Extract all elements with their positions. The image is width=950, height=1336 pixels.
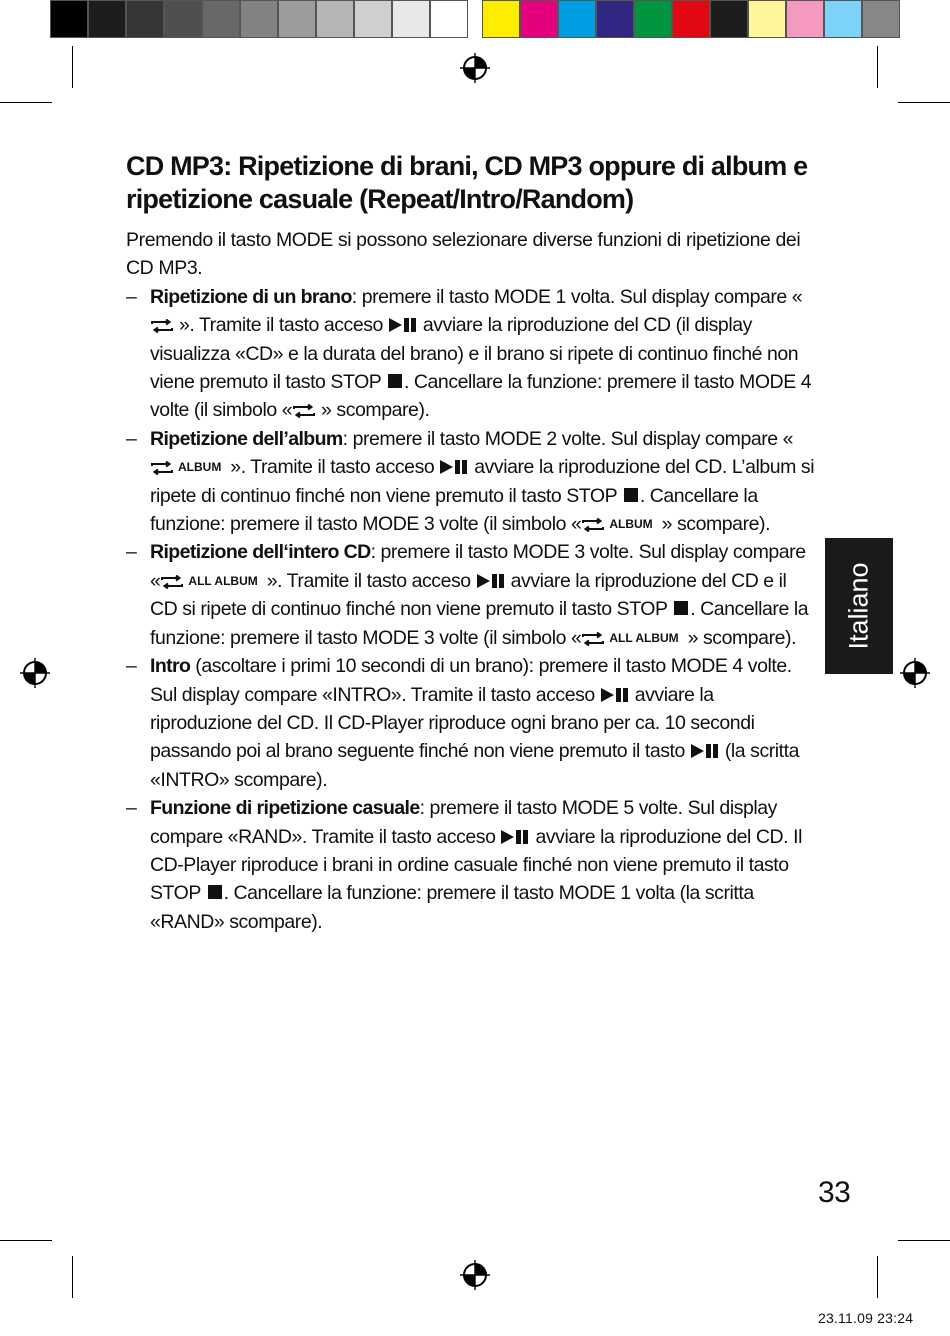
intro-paragraph: Premendo il tasto MODE si possono selezionare diverse funzioni di ripetizione dei CD MP3. — [126, 229, 801, 280]
registration-mark-icon — [460, 1260, 490, 1290]
item-title: Funzione di ripetizione casuale — [150, 797, 420, 820]
color-swatch — [596, 0, 634, 38]
function-list — [126, 283, 816, 936]
stop-icon — [674, 601, 688, 615]
stop-icon — [208, 885, 222, 899]
stop-icon — [624, 488, 638, 502]
color-swatch — [824, 0, 862, 38]
dash-bullet: – — [126, 285, 137, 308]
item-title: Ripetizione dell’album — [150, 427, 343, 450]
gray-swatch — [316, 0, 354, 38]
list-item: – Ripetizione dell‘intero CD: premere il tasto MODE 3 volte. Sul display compare « ALL ALBUM ». Tramite il tasto acceso avviare la riproduzione del CD e il CD si ripete di continuo finché non viene premuto il tasto STOP . Cancellare la funzione: premere il tasto MODE 3 volte (il simbolo « ALL ALBUM » scompare). — [126, 538, 816, 652]
item-title: Intro — [150, 655, 191, 678]
registration-mark-icon — [460, 53, 490, 83]
repeat-icon — [581, 518, 605, 532]
item-title: Ripetizione di un brano — [150, 285, 352, 308]
color-swatch — [748, 0, 786, 38]
color-swatch — [710, 0, 748, 38]
color-swatch — [482, 0, 520, 38]
item-title: Ripetizione dell‘intero CD — [150, 541, 371, 564]
color-swatch — [558, 0, 596, 38]
repeat-icon — [150, 461, 174, 475]
dash-bullet: – — [126, 797, 137, 820]
color-swatch — [520, 0, 558, 38]
dash-bullet: – — [126, 541, 137, 564]
repeat-icon — [150, 319, 174, 333]
registration-mark-icon — [900, 658, 930, 688]
dash-bullet: – — [126, 427, 137, 450]
list-item: – Ripetizione di un brano: premere il tasto MODE 1 volta. Sul display compare « ». Tramite il tasto acceso avviare la riproduzione del CD (il display visualizza «CD» e la durata del brano) e il brano si ripete di continuo finché non viene premuto il tasto STOP . Cancellare la funzione: premere il tasto MODE 4 volte (il simbolo « » scompare). — [126, 283, 816, 425]
list-item: – Intro (ascoltare i primi 10 secondi di un brano): premere il tasto MODE 4 volte. Sul display compare «INTRO». Tramite il tasto acceso avviare la riproduzione del CD. Il CD-Player riproduce ogni brano per ca. 10 secondi passando poi al brano seguente finché non viene premuto il tasto (la scritta «INTRO» scompare). — [126, 652, 816, 794]
stop-icon — [388, 374, 402, 388]
gray-swatch — [164, 0, 202, 38]
repeat-icon — [160, 575, 184, 589]
color-calibration-bar — [50, 0, 900, 40]
gray-swatch — [392, 0, 430, 38]
gray-swatch — [278, 0, 316, 38]
color-swatch — [634, 0, 672, 38]
play-pause-icon — [690, 743, 720, 759]
album-label: ALBUM — [178, 460, 222, 475]
registration-mark-icon — [20, 658, 50, 688]
play-pause-icon — [388, 317, 418, 333]
gray-swatch — [354, 0, 392, 38]
manual-content — [126, 150, 816, 936]
gray-swatch — [240, 0, 278, 38]
list-item: – Funzione di ripetizione casuale: premere il tasto MODE 5 volte. Sul display compare «RAND». Tramite il tasto acceso avviare la riproduzione del CD. Il CD-Player riproduce i brani in ordine casuale finché non viene premuto il tasto STOP . Cancellare la funzione: premere il tasto MODE 1 volta (la scritta «RAND» scompare). — [126, 794, 816, 936]
gray-swatch — [430, 0, 468, 38]
gray-swatch — [88, 0, 126, 38]
play-pause-icon — [476, 573, 506, 589]
album-label: ALBUM — [609, 517, 653, 532]
section-title: CD MP3: Ripetizione di brani, CD MP3 oppure di album e ripetizione casuale (Repeat/Intro/Random) — [126, 151, 808, 214]
color-swatch — [862, 0, 900, 38]
gray-swatch — [126, 0, 164, 38]
language-tab-label: Italiano — [843, 562, 874, 650]
list-item: – Ripetizione dell’album: premere il tasto MODE 2 volte. Sul display compare «ALBUM ». Tramite il tasto acceso avviare la riproduzione del CD. L’album si ripete di continuo finché non viene premuto il tasto STOP . Cancellare la funzione: premere il tasto MODE 3 volte (il simbolo « ALBUM » scompare). — [126, 425, 816, 539]
repeat-icon — [581, 632, 605, 646]
gray-swatch — [50, 0, 88, 38]
gray-swatch — [202, 0, 240, 38]
color-swatch — [672, 0, 710, 38]
all-album-label: ALL ALBUM — [188, 573, 258, 588]
play-pause-icon — [500, 829, 530, 845]
page-number: 33 — [818, 1176, 851, 1209]
all-album-label: ALL ALBUM — [609, 630, 679, 645]
dash-bullet: – — [126, 655, 137, 678]
play-pause-icon — [600, 687, 630, 703]
color-swatch — [786, 0, 824, 38]
repeat-icon — [292, 404, 316, 418]
language-tab — [825, 538, 893, 674]
print-timestamp: 23.11.09 23:24 — [818, 1310, 914, 1326]
play-pause-icon — [439, 459, 469, 475]
